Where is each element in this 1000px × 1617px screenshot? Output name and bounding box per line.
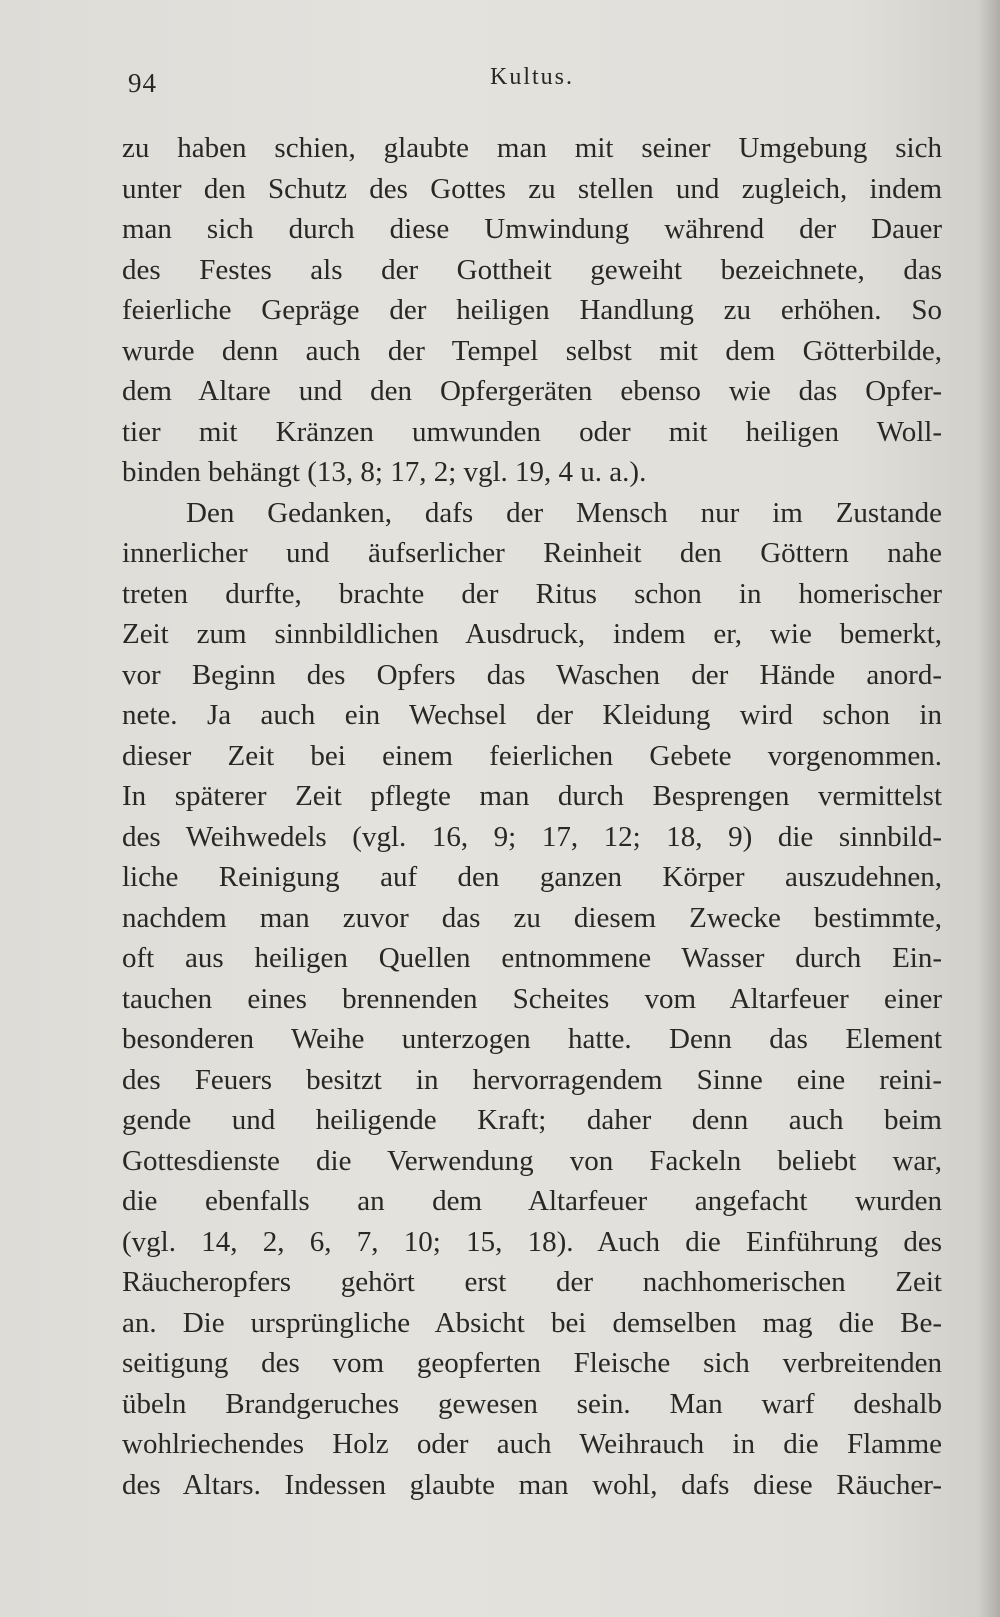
text-line: tier mit Kränzen umwunden oder mit heiligen Woll- bbox=[122, 415, 942, 448]
text-line: nachdem man zuvor das zu diesem Zwecke bestimmte, bbox=[122, 901, 942, 934]
text-line: Den Gedanken, dafs der Mensch nur im Zustande bbox=[186, 496, 942, 529]
text-line: übeln Brandgeruches gewesen sein. Man warf deshalb bbox=[122, 1387, 942, 1420]
text-line: die ebenfalls an dem Altarfeuer angefacht wurden bbox=[122, 1185, 942, 1217]
text-line: unter den Schutz des Gottes zu stellen und zugleich, indem bbox=[122, 172, 942, 205]
text-line: Gottesdienste die Verwendung von Fackeln beliebt war, bbox=[122, 1144, 942, 1177]
text-line: seitigung des vom geopferten Fleische sich verbreitenden bbox=[122, 1347, 942, 1379]
text-line: man sich durch diese Umwindung während der Dauer bbox=[122, 213, 942, 245]
text-line: tauchen eines brennenden Scheites vom Altarfeuer einer bbox=[122, 982, 942, 1015]
text-line: wurde denn auch der Tempel selbst mit dem Götterbilde, bbox=[122, 334, 942, 367]
text-line: des Festes als der Gottheit geweiht bezeichnete, das bbox=[122, 253, 942, 286]
text-line: liche Reinigung auf den ganzen Körper auszudehnen, bbox=[122, 861, 942, 893]
text-line: binden behängt (13, 8; 17, 2; vgl. 19, 4 u. a.). bbox=[122, 456, 647, 488]
text-line: gende und heiligende Kraft; daher denn auch beim bbox=[122, 1104, 942, 1136]
text-line: besonderen Weihe unterzogen hatte. Denn das Element bbox=[122, 1023, 942, 1055]
page-header bbox=[128, 64, 940, 104]
body-text bbox=[122, 128, 942, 1505]
text-line: wohlriechendes Holz oder auch Weihrauch in die Flamme bbox=[122, 1428, 942, 1460]
text-line: zu haben schien, glaubte man mit seiner Umgebung sich bbox=[122, 132, 942, 164]
text-line: oft aus heiligen Quellen entnommene Wasser durch Ein- bbox=[122, 942, 942, 974]
text-line: In späterer Zeit pflegte man durch Besprengen vermittelst bbox=[122, 780, 942, 812]
text-line: dieser Zeit bei einem feierlichen Gebete vorgenommen. bbox=[122, 739, 942, 772]
text-line: feierliche Gepräge der heiligen Handlung zu erhöhen. So bbox=[122, 294, 942, 326]
text-line: Räucheropfers gehört erst der nachhomerischen Zeit bbox=[122, 1266, 942, 1298]
text-line: treten durfte, brachte der Ritus schon in homerischer bbox=[122, 577, 942, 610]
running-head: Kultus. bbox=[490, 64, 575, 90]
text-line: an. Die ursprüngliche Absicht bei demselben mag die Be- bbox=[122, 1306, 942, 1339]
text-line: vor Beginn des Opfers das Waschen der Hände anord- bbox=[122, 658, 942, 691]
page-number: 94 bbox=[128, 68, 157, 98]
text-line: dem Altare und den Opfergeräten ebenso wie das Opfer- bbox=[122, 375, 942, 407]
text-line: innerlicher und äufserlicher Reinheit den Göttern nahe bbox=[122, 537, 942, 569]
text-line: (vgl. 14, 2, 6, 7, 10; 15, 18). Auch die Einführung des bbox=[122, 1225, 942, 1258]
text-line: des Weihwedels (vgl. 16, 9; 17, 12; 18, 9) die sinnbild- bbox=[122, 820, 942, 853]
page-edge-shadow bbox=[978, 0, 1000, 1617]
text-line: Zeit zum sinnbildlichen Ausdruck, indem er, wie bemerkt, bbox=[122, 618, 942, 650]
text-line: des Altars. Indessen glaubte man wohl, dafs diese Räucher- bbox=[122, 1468, 942, 1501]
text-line: nete. Ja auch ein Wechsel der Kleidung wird schon in bbox=[122, 699, 942, 731]
text-line: des Feuers besitzt in hervorragendem Sinne eine reini- bbox=[122, 1063, 942, 1096]
